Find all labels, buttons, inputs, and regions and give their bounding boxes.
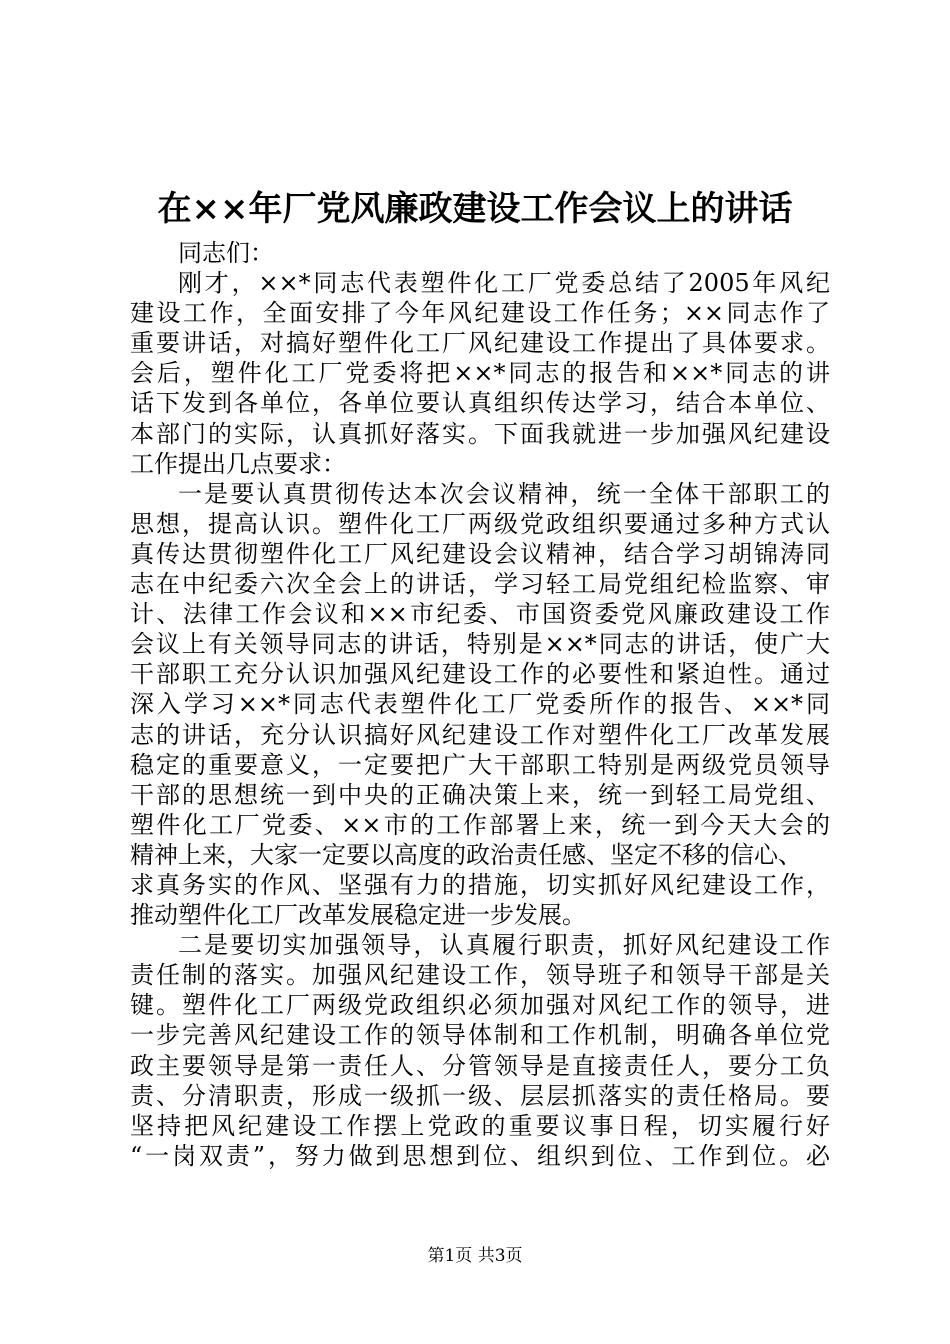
paragraph-2-line-5: 计、法律工作会议和××市纪委、市国资委党风廉政建设工作 [130,600,830,629]
paragraph-3-line-8: “一岗双责”，努力做到思想到位、组织到位、工作到位。必 [130,1141,830,1170]
paragraph-3-line-2: 责任制的落实。加强风纪建设工作，领导班子和领导干部是关 [130,961,830,990]
paragraph-1-line-6: 本部门的实际，认真抓好落实。下面我就进一步加强风纪建设 [130,419,830,448]
paragraph-2-line-9: 志的讲话，充分认识搞好风纪建设工作对塑件化工厂改革发展 [130,720,830,749]
paragraph-2-line-7: 干部职工充分认识加强风纪建设工作的必要性和紧迫性。通过 [130,660,830,689]
paragraph-2-line-3: 真传达贯彻塑件化工厂风纪建设会议精神，结合学习胡锦涛同 [130,539,830,568]
paragraph-2-line-2: 思想，提高认识。塑件化工厂两级党政组织要通过多种方式认 [130,509,830,538]
salutation-line: 同志们： [178,239,274,267]
document-title: 在××年厂党风廉政建设工作会议上的讲话 [157,189,793,229]
paragraph-1-line-4: 会后，塑件化工厂党委将把××*同志的报告和××*同志的讲 [130,359,830,388]
paragraph-1-line-1: 刚才，××*同志代表塑件化工厂党委总结了2005年风纪 [178,269,830,298]
paragraph-2-line-8: 深入学习××*同志代表塑件化工厂党委所作的报告、××*同 [130,690,830,719]
paragraph-2-line-10: 稳定的重要意义，一定要把广大干部职工特别是两级党员领导 [130,750,830,779]
paragraph-2-line-6: 会议上有关领导同志的讲话，特别是××*同志的讲话，使广大 [130,630,830,659]
paragraph-2-line-11: 干部的思想统一到中央的正确决策上来，统一到轻工局党组、 [130,780,830,809]
paragraph-1-line-7: 工作提出几点要求： [130,449,346,478]
page-number: 第1页 共3页 [427,1246,523,1266]
paragraph-3-line-4: 一步完善风纪建设工作的领导体制和工作机制，明确各单位党 [130,1021,830,1050]
paragraph-3-line-3: 键。塑件化工厂两级党政组织必须加强对风纪工作的领导，进 [130,991,830,1020]
document-body [130,238,830,1171]
paragraph-1-line-5: 话下发到各单位，各单位要认真组织传达学习，结合本单位、 [130,389,830,418]
paragraph-2-line-13: 精神上来，大家一定要以高度的政治责任感、坚定不移的信心、 [130,840,802,869]
paragraph-2-line-15: 推动塑件化工厂改革发展稳定进一步发展。 [130,901,586,930]
paragraph-3-line-7: 坚持把风纪建设工作摆上党政的重要议事日程，切实履行好 [130,1111,830,1140]
paragraph-2-line-1: 一是要认真贯彻传达本次会议精神，统一全体干部职工的 [178,479,830,508]
paragraph-1-line-3: 重要讲话，对搞好塑件化工厂风纪建设工作提出了具体要求。 [130,329,830,358]
paragraph-3-line-5: 政主要领导是第一责任人、分管领导是直接责任人，要分工负 [130,1051,830,1080]
paragraph-3-line-1: 二是要切实加强领导，认真履行职责，抓好风纪建设工作 [178,931,830,960]
paragraph-2-line-12: 塑件化工厂党委、××市的工作部署上来，统一到今天大会的 [130,810,830,839]
paragraph-2-line-14: 求真务实的作风、坚强有力的措施，切实抓好风纪建设工作， [130,870,830,899]
paragraph-1-line-2: 建设工作，全面安排了今年风纪建设工作任务；××同志作了 [130,299,830,328]
paragraph-3-line-6: 责、分清职责，形成一级抓一级、层层抓落实的责任格局。要 [130,1081,830,1110]
paragraph-2-line-4: 志在中纪委六次全会上的讲话，学习轻工局党组纪检监察、审 [130,570,830,599]
